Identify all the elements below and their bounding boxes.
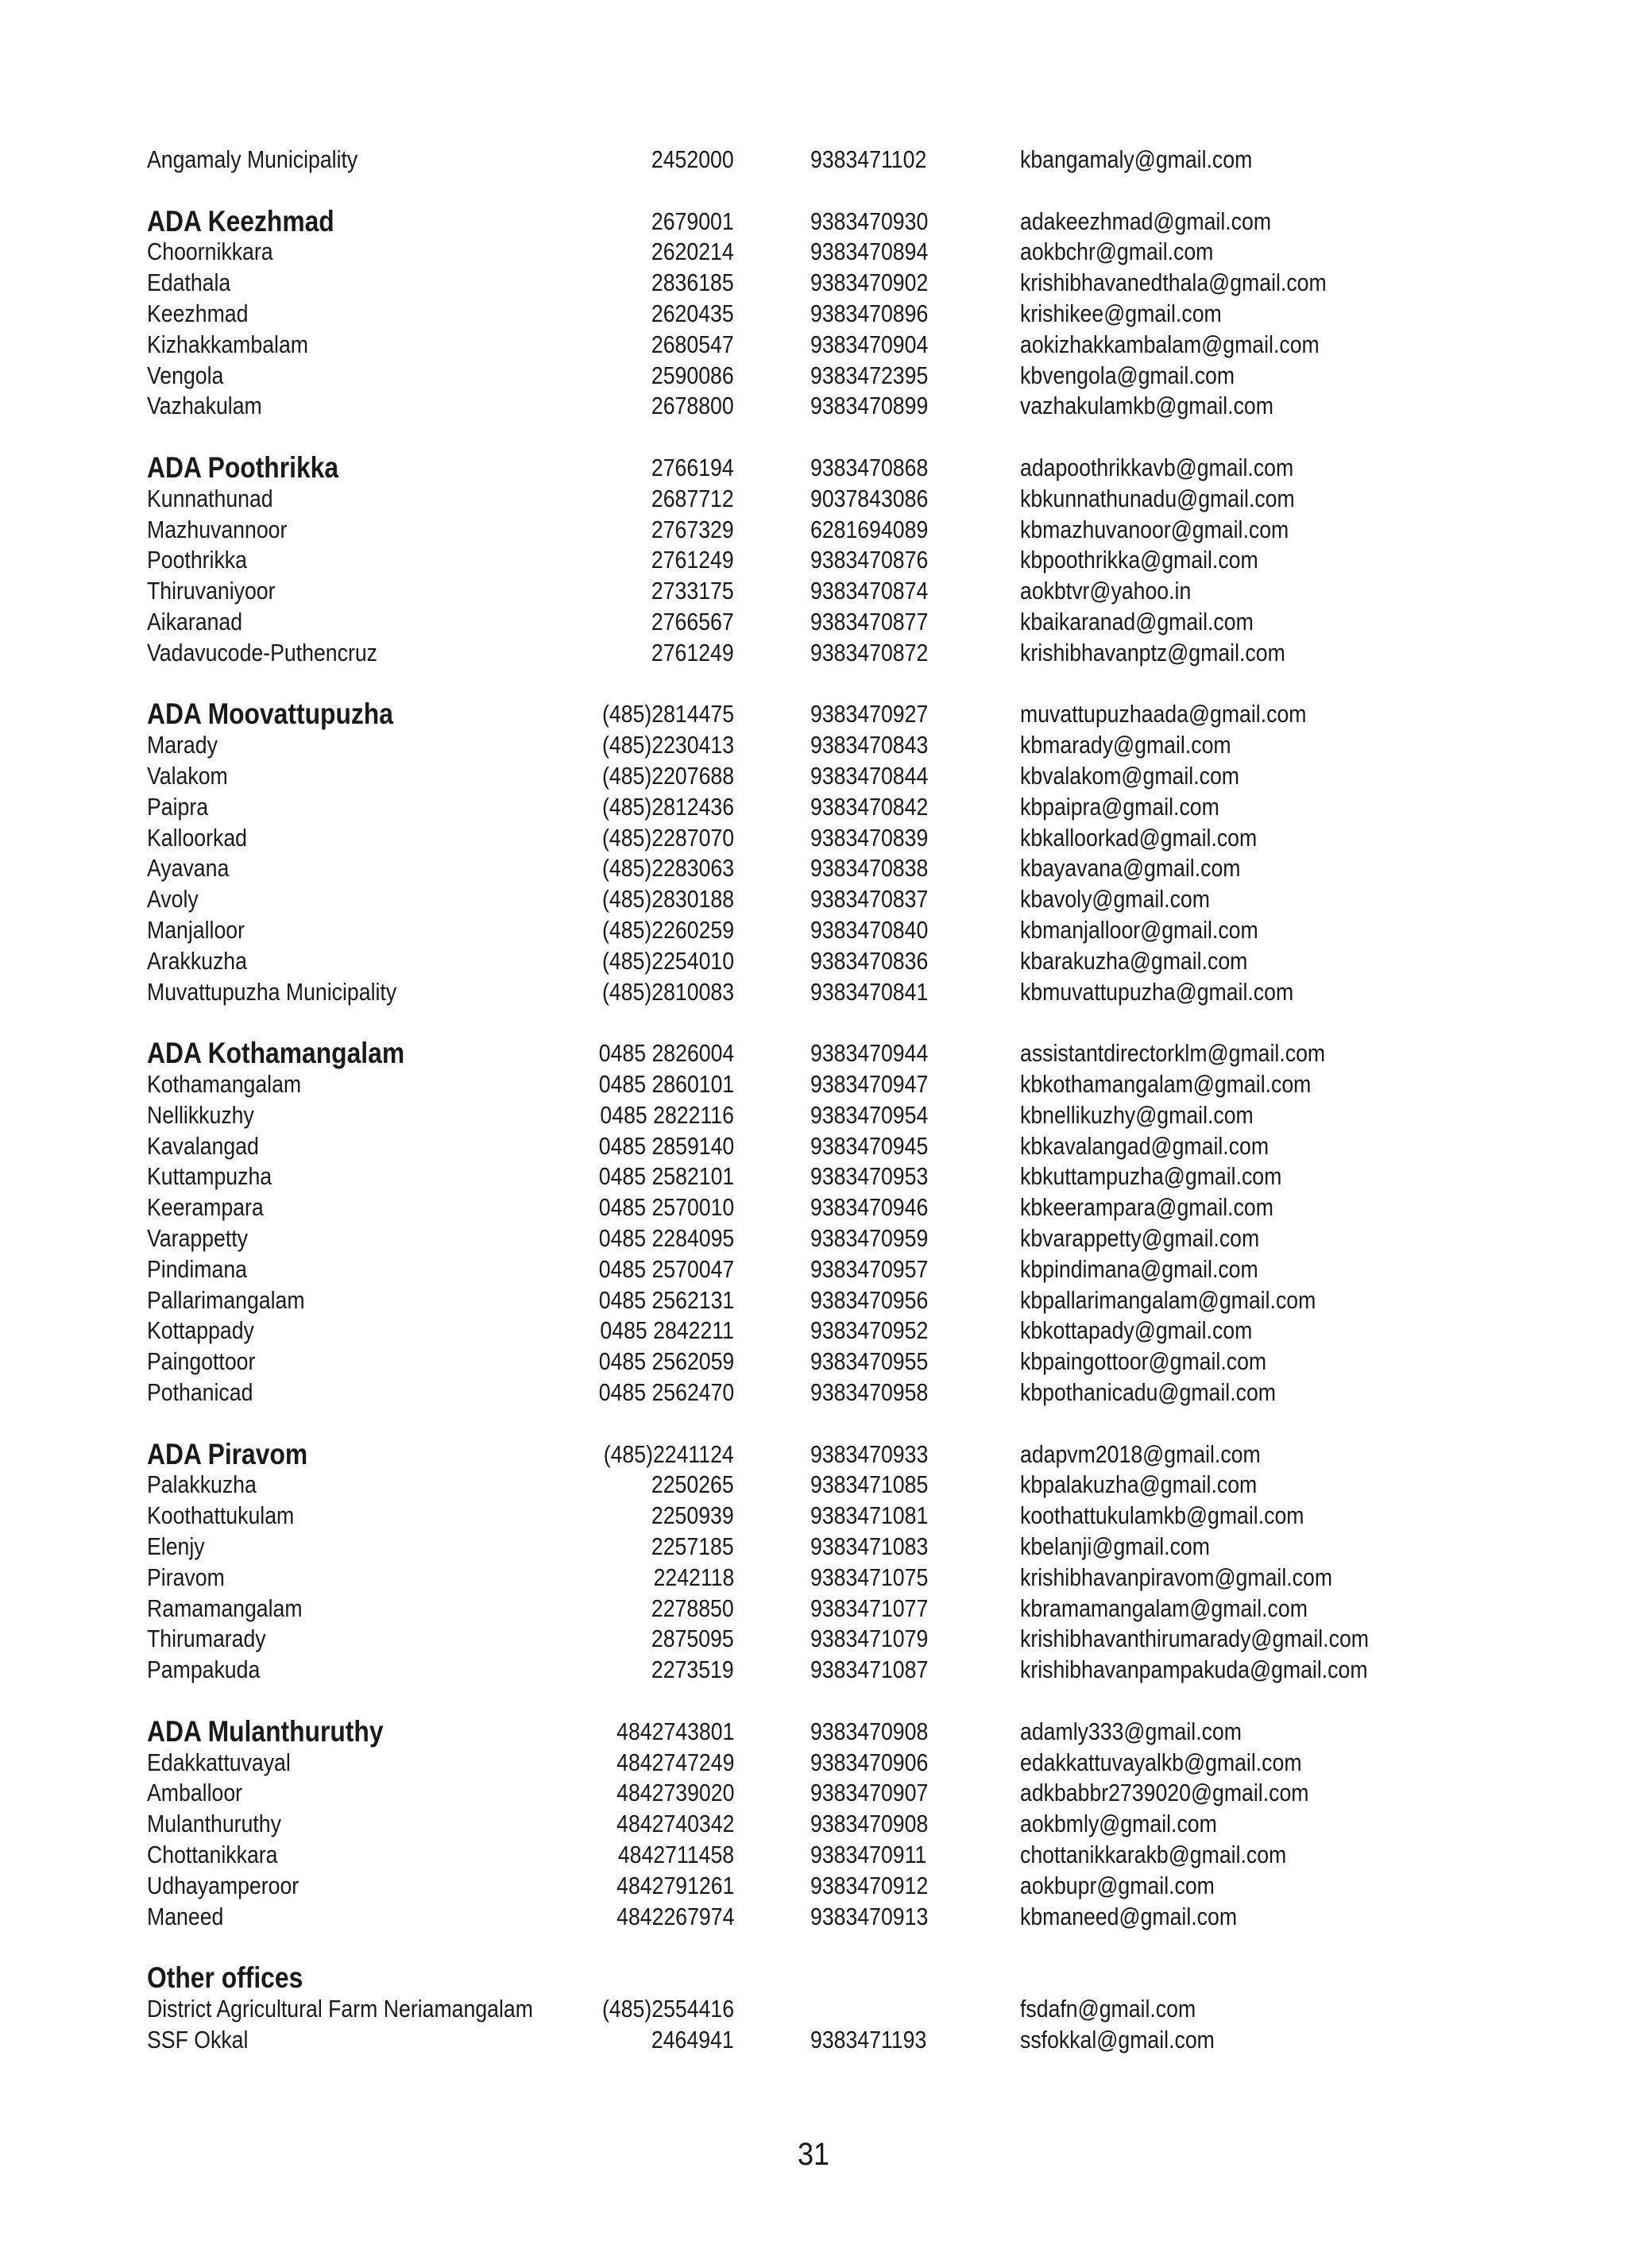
landline-number: 0485 2570010	[598, 1193, 734, 1222]
mobile-number: 9383470874	[810, 577, 929, 605]
table-row	[0, 1563, 1627, 1593]
office-name: Vazhakulam	[147, 392, 262, 420]
mobile-number: 9383470907	[810, 1779, 929, 1807]
office-name: Mulanthuruthy	[147, 1810, 281, 1838]
email-address: kbayavana@gmail.com	[1020, 854, 1241, 883]
mobile-number: 9383470946	[810, 1193, 929, 1222]
email-address: vazhakulamkb@gmail.com	[1020, 392, 1273, 420]
office-name: District Agricultural Farm Neriamangalam	[147, 1995, 533, 2023]
landline-number: (485)2830188	[601, 885, 734, 914]
landline-number: 2836185	[651, 269, 734, 297]
mobile-number: 9383470956	[810, 1285, 929, 1314]
email-address: kbelanji@gmail.com	[1020, 1532, 1210, 1560]
email-address: chottanikkarakb@gmail.com	[1020, 1841, 1287, 1868]
landline-number: 2679001	[651, 207, 734, 235]
office-name: Choornikkara	[147, 238, 273, 266]
table-row	[0, 2025, 1627, 2055]
mobile-number: 9383471087	[810, 1656, 929, 1684]
landline-number: 4842743801	[616, 1717, 734, 1745]
table-row	[0, 1131, 1627, 1161]
email-address: kbarakuzha@gmail.com	[1020, 946, 1248, 975]
mobile-number: 9383471083	[810, 1532, 929, 1560]
section-heading: ADA Keezhmad	[147, 204, 334, 238]
email-address: assistantdirectorklm@gmail.com	[1020, 1039, 1326, 1068]
table-row	[0, 1100, 1627, 1130]
landline-number: 2766194	[651, 454, 734, 481]
landline-number: 2766567	[651, 608, 734, 636]
table-row	[0, 884, 1627, 914]
mobile-number: 9383470844	[810, 762, 929, 790]
mobile-number: 9383470955	[810, 1347, 929, 1376]
landline-number: 2250265	[651, 1470, 734, 1499]
landline-number: 0485 2562470	[598, 1378, 734, 1406]
email-address: edakkattuvayalkb@gmail.com	[1020, 1748, 1302, 1776]
email-address: kbvengola@gmail.com	[1020, 361, 1235, 389]
mobile-number: 9383470896	[810, 299, 929, 327]
email-address: kbmarady@gmail.com	[1020, 731, 1231, 759]
landline-number: (485)2230413	[601, 731, 734, 759]
office-name: Thiruvaniyoor	[147, 577, 276, 605]
office-name: Pindimana	[147, 1254, 247, 1283]
office-name: Aikaranad	[147, 608, 243, 636]
mobile-number: 9383470933	[810, 1439, 929, 1468]
mobile-number: 9383470872	[810, 638, 929, 666]
landline-number: 2875095	[651, 1625, 734, 1653]
mobile-number: 9383470912	[810, 1871, 929, 1899]
table-row	[0, 1624, 1627, 1654]
table-row	[0, 638, 1627, 668]
email-address: aokbtvr@yahoo.in	[1020, 577, 1192, 605]
table-row	[0, 607, 1627, 637]
email-address: kbangamaly@gmail.com	[1020, 145, 1253, 173]
email-address: aokbchr@gmail.com	[1020, 238, 1214, 266]
email-address: kbnellikuzhy@gmail.com	[1020, 1100, 1254, 1129]
mobile-number: 9383470904	[810, 330, 929, 358]
office-name: Kunnathunad	[147, 484, 273, 512]
email-address: kbaikaranad@gmail.com	[1020, 608, 1254, 636]
email-address: kbavoly@gmail.com	[1020, 885, 1210, 914]
email-address: kbpaingottoor@gmail.com	[1020, 1347, 1267, 1376]
table-row	[0, 1192, 1627, 1223]
office-name: Ayavana	[147, 854, 230, 883]
section-header-row	[0, 1963, 1627, 1993]
mobile-number: 9383470876	[810, 546, 929, 574]
landline-number: (485)2283063	[601, 854, 734, 883]
landline-number: (485)2241124	[603, 1439, 734, 1468]
mobile-number: 9383470959	[810, 1224, 929, 1252]
landline-number: 2273519	[651, 1656, 734, 1684]
office-name: Poothrikka	[147, 546, 247, 574]
office-name: Maneed	[147, 1902, 224, 1930]
email-address: kbpindimana@gmail.com	[1020, 1254, 1258, 1283]
email-address: kbpalakuzha@gmail.com	[1020, 1470, 1258, 1499]
email-address: krishibhavanpampakuda@gmail.com	[1020, 1656, 1368, 1684]
landline-number: 2761249	[651, 638, 734, 666]
landline-number: 2242118	[653, 1563, 734, 1591]
landline-number: 4842747249	[616, 1748, 734, 1776]
email-address: kbvarappetty@gmail.com	[1020, 1224, 1260, 1252]
table-row	[0, 1377, 1627, 1408]
landline-number: 2620214	[651, 238, 734, 266]
email-address: adapvm2018@gmail.com	[1020, 1439, 1261, 1468]
office-name: Vadavucode-Puthencruz	[147, 638, 377, 666]
office-name: Thirumarady	[147, 1625, 266, 1653]
email-address: kbramamangalam@gmail.com	[1020, 1594, 1308, 1622]
office-name: Kizhakkambalam	[147, 330, 309, 358]
table-row	[0, 823, 1627, 853]
email-address: koothattukulamkb@gmail.com	[1020, 1501, 1304, 1530]
section-header-row	[0, 1714, 1627, 1748]
section-header-row	[0, 1038, 1627, 1068]
table-row	[0, 1655, 1627, 1685]
email-address: muvattupuzhaada@gmail.com	[1020, 700, 1307, 728]
mobile-number: 9383470952	[810, 1316, 929, 1345]
mobile-number: 9383470927	[810, 700, 929, 728]
email-address: kbmuvattupuzha@gmail.com	[1020, 977, 1294, 1006]
email-address: adamly333@gmail.com	[1020, 1717, 1242, 1745]
landline-number: (485)2260259	[601, 916, 734, 944]
table-row	[0, 1223, 1627, 1254]
table-row	[0, 1161, 1627, 1192]
section-heading: ADA Kothamangalam	[147, 1037, 405, 1070]
landline-number: 2733175	[651, 577, 734, 605]
table-row	[0, 1347, 1627, 1377]
office-name: Vengola	[147, 361, 224, 389]
table-row	[0, 1902, 1627, 1932]
office-name: Kalloorkad	[147, 823, 247, 852]
office-name: Angamaly Municipality	[147, 145, 358, 173]
mobile-number: 9383471193	[810, 2025, 927, 2054]
email-address: kbkavalangad@gmail.com	[1020, 1131, 1270, 1160]
email-address: kbmanjalloor@gmail.com	[1020, 916, 1258, 944]
section-heading: ADA Piravom	[147, 1437, 308, 1470]
section-header-row	[0, 204, 1627, 238]
email-address: kbkuttampuzha@gmail.com	[1020, 1162, 1282, 1191]
table-row	[0, 484, 1627, 514]
mobile-number: 9383470894	[810, 238, 929, 266]
email-address: kbkeerampara@gmail.com	[1020, 1193, 1273, 1222]
mobile-number: 9383471085	[810, 1470, 929, 1499]
email-address: kbpallarimangalam@gmail.com	[1020, 1285, 1316, 1314]
landline-number: 2620435	[651, 299, 734, 327]
landline-number: 2767329	[651, 515, 734, 543]
section-header-row	[0, 1439, 1627, 1470]
table-row	[0, 915, 1627, 945]
mobile-number: 9383470954	[810, 1100, 929, 1129]
email-address: kbpoothrikka@gmail.com	[1020, 546, 1258, 574]
mobile-number: 9383470957	[810, 1254, 929, 1283]
landline-number: 4842740342	[616, 1810, 734, 1838]
mobile-number: 9383470945	[810, 1131, 929, 1160]
landline-number: 0485 2859140	[598, 1131, 734, 1160]
table-row	[0, 1994, 1627, 2024]
landline-number: 2680547	[651, 330, 734, 358]
email-address: krishibhavanpiravom@gmail.com	[1020, 1563, 1333, 1591]
office-name: Varappetty	[147, 1224, 248, 1252]
office-name: Arakkuzha	[147, 946, 247, 975]
email-address: kbkalloorkad@gmail.com	[1020, 823, 1258, 852]
email-address: krishibhavanptz@gmail.com	[1020, 638, 1285, 666]
section-header-row	[0, 453, 1627, 483]
mobile-number: 9383470877	[810, 608, 929, 636]
office-name: Edathala	[147, 269, 231, 297]
table-row	[0, 1501, 1627, 1531]
mobile-number: 9383470902	[810, 269, 929, 297]
landline-number: 2761249	[651, 546, 734, 574]
office-name: Piravom	[147, 1563, 225, 1591]
email-address: adapoothrikkavb@gmail.com	[1020, 454, 1294, 481]
landline-number: 2278850	[651, 1594, 734, 1622]
mobile-number: 6281694089	[810, 515, 929, 543]
table-row	[0, 330, 1627, 360]
table-row	[0, 1778, 1627, 1808]
mobile-number: 9383470838	[810, 854, 929, 883]
email-address: ssfokkal@gmail.com	[1020, 2025, 1215, 2054]
mobile-number: 9383470906	[810, 1748, 929, 1776]
mobile-number: 9383470947	[810, 1070, 929, 1098]
mobile-number: 9383471079	[810, 1625, 929, 1653]
office-name: Amballoor	[147, 1779, 243, 1807]
table-row	[0, 1316, 1627, 1346]
landline-number: 0485 2562059	[598, 1347, 734, 1376]
mobile-number: 9037843086	[810, 484, 929, 512]
landline-number: 2590086	[651, 361, 734, 389]
office-name: Nellikkuzhy	[147, 1100, 254, 1129]
landline-number: 4842711458	[617, 1841, 734, 1868]
email-address: kbpaipra@gmail.com	[1020, 792, 1219, 821]
table-row	[0, 268, 1627, 298]
mobile-number: 9383470837	[810, 885, 929, 914]
mobile-number: 9383472395	[810, 361, 929, 389]
office-name: Mazhuvannoor	[147, 515, 288, 543]
mobile-number: 9383470840	[810, 916, 929, 944]
table-row	[0, 545, 1627, 575]
mobile-number: 9383470913	[810, 1902, 929, 1930]
mobile-number: 9383470908	[810, 1810, 929, 1838]
section-header-row	[0, 699, 1627, 729]
table-row	[0, 299, 1627, 329]
table-row	[0, 515, 1627, 545]
office-name: Paingottoor	[147, 1347, 256, 1376]
landline-number: 0485 2826004	[598, 1039, 734, 1068]
email-address: kbkothamangalam@gmail.com	[1020, 1070, 1312, 1098]
email-address: krishikee@gmail.com	[1020, 299, 1222, 327]
landline-number: 2257185	[651, 1532, 734, 1560]
office-name: Paipra	[147, 792, 209, 821]
office-name: Kothamangalam	[147, 1070, 302, 1098]
office-name: SSF Okkal	[147, 2025, 249, 2054]
table-row	[0, 145, 1627, 175]
mobile-number: 9383470839	[810, 823, 929, 852]
mobile-number: 9383470868	[810, 454, 929, 481]
email-address: kbmazhuvanoor@gmail.com	[1020, 515, 1289, 543]
landline-number: 2452000	[651, 145, 734, 173]
table-row	[0, 576, 1627, 606]
landline-number: 0485 2822116	[600, 1100, 734, 1129]
table-row	[0, 792, 1627, 822]
email-address: aokbmly@gmail.com	[1020, 1810, 1217, 1838]
landline-number: 0485 2562131	[598, 1285, 734, 1314]
landline-number: (485)2814475	[601, 700, 734, 728]
email-address: krishibhavanthirumarady@gmail.com	[1020, 1625, 1369, 1653]
section-heading: Other offices	[147, 1961, 303, 1995]
mobile-number: 9383470842	[810, 792, 929, 821]
email-address: kbkunnathunadu@gmail.com	[1020, 484, 1295, 512]
office-name: Marady	[147, 731, 218, 759]
landline-number: 2250939	[651, 1501, 734, 1530]
landline-number: 0485 2284095	[598, 1224, 734, 1252]
mobile-number: 9383471077	[810, 1594, 929, 1622]
email-address: aokizhakkambalam@gmail.com	[1020, 330, 1320, 358]
table-row	[0, 1069, 1627, 1099]
landline-number: (485)2254010	[601, 946, 734, 975]
mobile-number: 9383470958	[810, 1378, 929, 1406]
office-name: Muvattupuzha Municipality	[147, 977, 397, 1006]
table-row	[0, 1254, 1627, 1285]
office-name: Valakom	[147, 762, 228, 790]
mobile-number: 9383470953	[810, 1162, 929, 1191]
office-name: Avoly	[147, 885, 199, 914]
mobile-number: 9383470930	[810, 207, 929, 235]
table-row	[0, 1871, 1627, 1901]
email-address: adkbabbr2739020@gmail.com	[1020, 1779, 1309, 1807]
landline-number: 2678800	[651, 392, 734, 420]
landline-number: (485)2810083	[601, 977, 734, 1006]
page-number: 31	[797, 2137, 830, 2172]
office-name: Kuttampuzha	[147, 1162, 272, 1191]
office-name: Chottanikkara	[147, 1841, 278, 1868]
landline-number: (485)2812436	[601, 792, 734, 821]
office-name: Ramamangalam	[147, 1594, 303, 1622]
landline-number: 4842791261	[616, 1871, 734, 1899]
email-address: fsdafn@gmail.com	[1020, 1995, 1196, 2023]
table-row	[0, 946, 1627, 976]
office-name: Kottappady	[147, 1316, 254, 1345]
office-name: Keerampara	[147, 1193, 264, 1222]
mobile-number: 9383470911	[810, 1841, 927, 1868]
email-address: adakeezhmad@gmail.com	[1020, 207, 1272, 235]
table-row	[0, 361, 1627, 391]
landline-number: 4842267974	[616, 1902, 734, 1930]
landline-number: 4842739020	[616, 1779, 734, 1807]
section-heading: ADA Poothrikka	[147, 451, 339, 484]
mobile-number: 9383470843	[810, 731, 929, 759]
landline-number: (485)2207688	[601, 762, 734, 790]
office-name: Pampakuda	[147, 1656, 261, 1684]
email-address: kbpothanicadu@gmail.com	[1020, 1378, 1276, 1406]
table-row	[0, 853, 1627, 883]
landline-number: 0485 2570047	[598, 1254, 734, 1283]
office-name: Pothanicad	[147, 1378, 253, 1406]
table-row	[0, 977, 1627, 1007]
table-row	[0, 1532, 1627, 1562]
landline-number: (485)2554416	[601, 1995, 734, 2023]
table-row	[0, 1748, 1627, 1778]
table-row	[0, 1470, 1627, 1500]
table-row	[0, 237, 1627, 267]
email-address: krishibhavanedthala@gmail.com	[1020, 269, 1327, 297]
email-address: aokbupr@gmail.com	[1020, 1871, 1215, 1899]
landline-number: 0485 2860101	[598, 1070, 734, 1098]
table-row	[0, 1809, 1627, 1839]
mobile-number: 9383470899	[810, 392, 929, 420]
table-row	[0, 761, 1627, 791]
office-name: Pallarimangalam	[147, 1285, 305, 1314]
mobile-number: 9383470836	[810, 946, 929, 975]
mobile-number: 9383471102	[810, 145, 927, 173]
email-address: kbkottapady@gmail.com	[1020, 1316, 1253, 1345]
office-name: Kavalangad	[147, 1131, 259, 1160]
table-row	[0, 1594, 1627, 1624]
mobile-number: 9383470841	[810, 977, 929, 1006]
email-address: kbvalakom@gmail.com	[1020, 762, 1239, 790]
mobile-number: 9383471081	[810, 1501, 929, 1530]
email-address: kbmaneed@gmail.com	[1020, 1902, 1238, 1930]
office-name: Keezhmad	[147, 299, 249, 327]
landline-number: 2464941	[651, 2025, 734, 2054]
landline-number: 0485 2582101	[598, 1162, 734, 1191]
table-row	[0, 730, 1627, 760]
section-heading: ADA Moovattupuzha	[147, 697, 393, 731]
office-name: Edakkattuvayal	[147, 1748, 291, 1776]
section-heading: ADA Mulanthuruthy	[147, 1714, 384, 1748]
table-row	[0, 391, 1627, 421]
office-name: Manjalloor	[147, 916, 245, 944]
table-row	[0, 1285, 1627, 1316]
mobile-number: 9383470908	[810, 1717, 929, 1745]
office-name: Elenjy	[147, 1532, 205, 1560]
office-name: Palakkuzha	[147, 1470, 257, 1499]
mobile-number: 9383470944	[810, 1039, 929, 1068]
table-row	[0, 1840, 1627, 1870]
mobile-number: 9383471075	[810, 1563, 929, 1591]
office-name: Udhayamperoor	[147, 1871, 300, 1899]
landline-number: 2687712	[651, 484, 734, 512]
landline-number: (485)2287070	[601, 823, 734, 852]
office-name: Koothattukulam	[147, 1501, 295, 1530]
landline-number: 0485 2842211	[600, 1316, 734, 1345]
